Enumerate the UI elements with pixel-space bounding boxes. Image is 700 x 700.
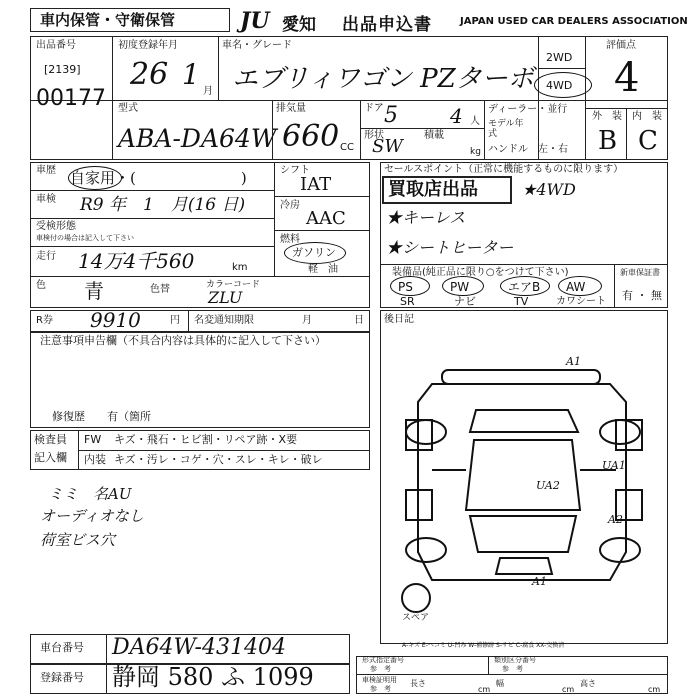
divider (380, 264, 668, 265)
private-use-circle (68, 166, 122, 190)
buyer-stamp: 買取店出品 (388, 179, 478, 200)
history-label: 車歴 (36, 165, 56, 176)
day-label: 日 (354, 315, 364, 326)
association-name: JAPAN USED CAR DEALERS ASSOCIATION (460, 16, 688, 27)
equip-airbag: エアB (508, 280, 541, 294)
handwritten-note-2: オーディオなし (40, 507, 144, 525)
recycle-label: R券 (36, 315, 53, 326)
interior-grade: C (638, 126, 658, 156)
entry-label: 記入欄 (34, 451, 67, 464)
divider (30, 276, 370, 277)
equip-navi: ナビ (454, 295, 476, 308)
damage-mark-ua2: UA2 (536, 479, 560, 492)
km-unit: km (232, 262, 248, 273)
lot-label: 出品番号 (36, 40, 76, 51)
shape-label: 形状 (364, 130, 384, 141)
sales-point-1: ★4WD (522, 180, 576, 199)
gasoline-circle (284, 242, 346, 264)
equip-tv: TV (514, 295, 529, 308)
length-unit: cm (478, 685, 491, 694)
width-label: 幅 (496, 679, 504, 688)
model-value: エブリィワゴン PZターボ (232, 64, 534, 94)
interior-label: 内 装 (632, 111, 662, 122)
capacity-value: 4 (450, 104, 463, 128)
displacement-label: 排気量 (276, 103, 306, 114)
handwritten-note-3: 荷室ビス穴 (40, 531, 116, 549)
form-designation-ref: 参 考 (370, 665, 391, 673)
damage-mark-ua1: UA1 (602, 459, 626, 472)
shift-value: IAT (300, 174, 332, 195)
equip-aw: AW (566, 280, 586, 294)
name-change-label: 名変通知期限 (194, 315, 254, 326)
damage-legend: A-キズ E-ヘコミ U-凹み W-補修跡 S-サビ C-腐食 XX-交換済 (402, 642, 565, 649)
chassis-value: DA64W-431404 (112, 635, 286, 660)
fuel-light-oil: 軽 油 (308, 264, 338, 275)
divider (274, 196, 370, 197)
reg-month: 1 (182, 58, 200, 91)
divider (30, 218, 274, 219)
type-value: ABA-DA64W (118, 124, 277, 153)
equip-pw: PW (450, 280, 470, 294)
width-unit: cm (562, 685, 575, 694)
category-label: 類別区分番号 (494, 656, 536, 664)
cooling-label: 冷房 (280, 200, 300, 211)
type-label: 型式 (118, 103, 138, 114)
delivery-label: 受検形態 (36, 221, 76, 232)
warranty-label: 新車保証書 (620, 268, 660, 277)
equipment-label: 装備品(純正品に限り○をつけて下さい) (392, 267, 569, 278)
equip-leather: カワシート (556, 296, 606, 307)
equip-ps: PS (398, 280, 413, 294)
interior-items: キズ・汚レ・コゲ・穴・スレ・キレ・破レ (114, 453, 323, 466)
color-code-label: カラーコード (206, 280, 261, 290)
color-value: 青 (84, 279, 104, 303)
shift-label: シフト (280, 165, 310, 176)
damage-mark-a1-rear: A1 (532, 575, 547, 588)
divider (356, 674, 668, 675)
recycle-value: 9910 (90, 308, 141, 332)
divider (585, 36, 586, 160)
form-designation-label: 形式指定番号 (362, 656, 404, 664)
car-diagram (380, 340, 668, 640)
spare-label: スペア (402, 613, 430, 623)
load-label: 積載 (424, 130, 444, 141)
pw-circle (442, 276, 484, 296)
kg-unit: kg (470, 147, 481, 157)
displacement-value: 660 (282, 119, 340, 154)
divider (360, 128, 484, 129)
divider (218, 36, 219, 100)
drive-2wd: 2WD (546, 51, 573, 64)
sales-point-3: ★シートヒーター (386, 238, 514, 257)
reg-number-value: 静岡 580 ふ 1099 (112, 663, 314, 691)
drive-4wd-circle (534, 72, 592, 98)
inspection-value: R9 年 1 月(16 日) (80, 195, 246, 215)
inspector-label: 検査員 (34, 433, 67, 446)
divider (484, 100, 485, 160)
repair-label: 修復歴 有（箇所 (52, 410, 151, 423)
divider (188, 310, 189, 332)
month-unit: 月 (203, 86, 213, 97)
exterior-grade: B (598, 126, 618, 156)
reg-number-label: 登録番号 (40, 671, 84, 684)
rear-label: 後日記 (384, 314, 414, 325)
divider (360, 100, 361, 160)
inspection-label: 車検 (36, 194, 56, 205)
first-reg-label: 初度登録年月 (118, 40, 178, 51)
delivery-note: 車検付の場合は記入して下さい (36, 234, 134, 242)
divider (30, 246, 274, 247)
form-title: 出品申込書 (342, 15, 432, 35)
damage-mark-a2: A2 (608, 513, 623, 526)
cc-unit: CC (340, 142, 354, 153)
lot-number: 00177 (36, 86, 106, 111)
grade-label: 評価点 (606, 40, 636, 51)
divider (30, 100, 668, 101)
cert-label: 車検証明用 (362, 676, 397, 684)
handwritten-note-1: ミミ 名AU (48, 485, 132, 503)
sales-point-2: ★キーレス (386, 208, 466, 227)
divider (78, 450, 370, 451)
length-label: 長さ (410, 679, 426, 688)
drive-4wd: 4WD (546, 79, 573, 92)
divider (274, 230, 370, 231)
month-label: 月 (302, 315, 312, 326)
cooling-value: AAC (306, 208, 346, 229)
sales-label: セールスポイント（正常に機能するものに限ります） (384, 164, 624, 175)
reg-year: 26 (130, 57, 169, 92)
damage-mark-a1-front: A1 (566, 355, 581, 368)
handle-label: ハンドル 左・右 (488, 144, 568, 155)
mileage-label: 走行 (36, 251, 56, 262)
divider (626, 108, 627, 160)
divider (30, 190, 274, 191)
doors-value: 5 (384, 103, 398, 128)
cert-ref: 参 考 (370, 685, 391, 693)
height-label: 高さ (580, 679, 596, 688)
ps-circle (390, 276, 430, 296)
divider (538, 36, 539, 160)
model-year-label: モデル年式 (488, 119, 524, 139)
category-ref: 参 考 (502, 665, 523, 673)
equip-sr: SR (400, 295, 415, 308)
divider (488, 656, 489, 674)
warranty-value: 有 ・ 無 (622, 289, 662, 302)
divider (112, 36, 113, 160)
divider (614, 264, 615, 308)
doors-label: ドア (364, 103, 384, 114)
interior-check-label: 内装 (84, 453, 106, 466)
height-unit: cm (648, 685, 661, 694)
aw-circle (558, 276, 602, 296)
yen-unit: 円 (170, 315, 180, 326)
notes-label: 注意事項申告欄（不具合内容は具体的に記入して下さい） (40, 334, 326, 347)
chassis-label: 車台番号 (40, 641, 84, 654)
grade-value: 4 (614, 55, 640, 101)
logo-text: 愛知 (282, 15, 316, 35)
fw-label: FW (84, 433, 102, 446)
lot-bracket: [2139] (44, 63, 81, 76)
person-unit: 人 (470, 116, 480, 127)
storage-note: 車内保管・守衛保管 (40, 11, 176, 29)
history-value: 自家用・( ) (70, 169, 247, 187)
divider (538, 68, 585, 69)
mileage-value: 14万4千560 (78, 249, 195, 273)
color-label: 色 (36, 280, 46, 291)
fuel-gasoline: ガソリン (292, 246, 336, 259)
airbag-circle (500, 276, 550, 296)
divider (274, 162, 275, 276)
shape-value: SW (372, 136, 403, 157)
exterior-label: 外 装 (592, 111, 622, 122)
dealer-label: ディーラー・並行 (488, 104, 568, 115)
color-code-value: ZLU (208, 288, 243, 307)
model-label: 車名・グレード (222, 40, 292, 51)
ju-logo: JU (240, 8, 270, 34)
fuel-label: 燃料 (280, 234, 300, 245)
fw-items: キズ・飛石・ヒビ割・リペア跡・X要 (114, 433, 298, 446)
color-change-label: 色替 (150, 284, 170, 295)
